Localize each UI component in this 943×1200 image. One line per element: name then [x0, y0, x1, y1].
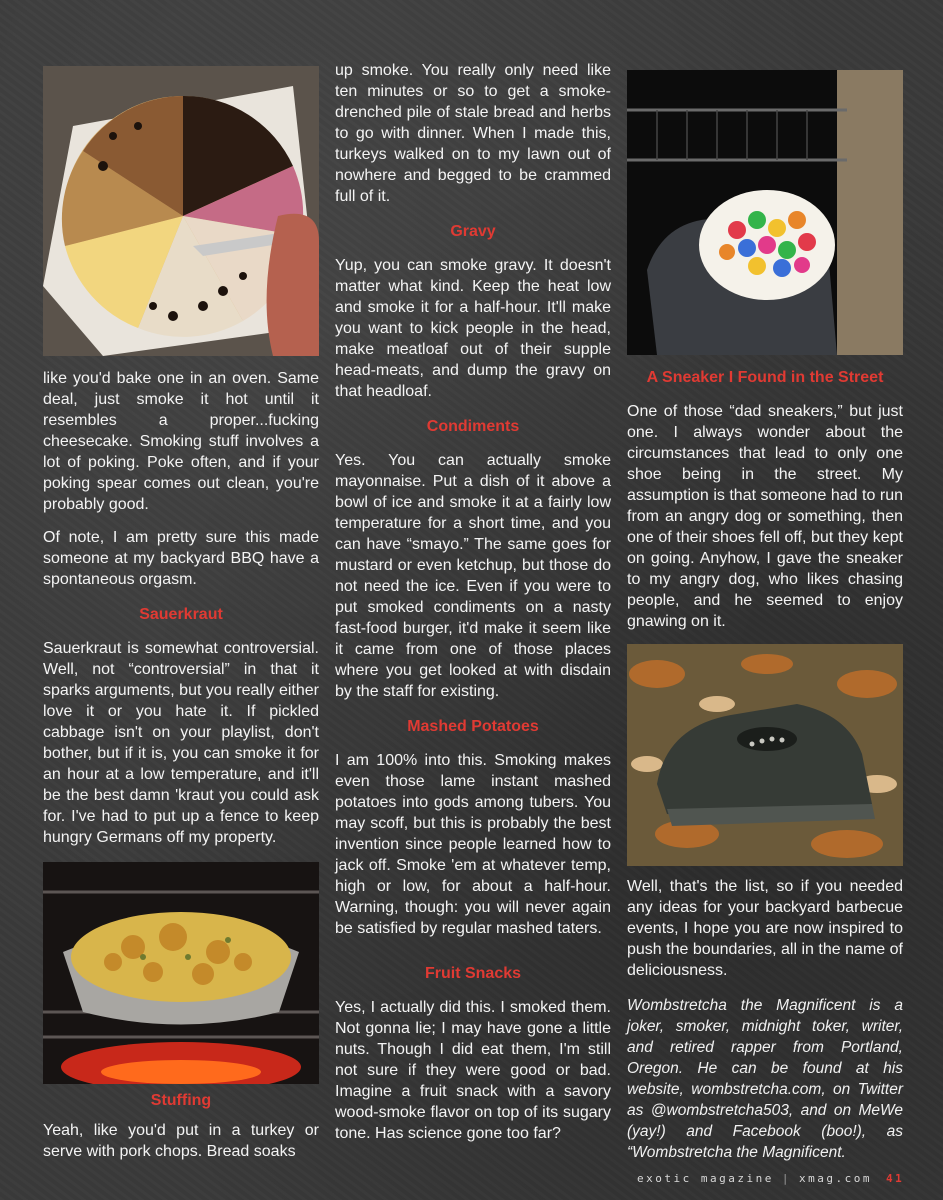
column-1 [43, 66, 319, 1162]
stuffing-continued-paragraph: up smoke. You really only need like ten minutes or so to get a smoke-drenched pile of stale bread and herbs to go with dinner. When I made this, turkeys walked on to my lawn out of nowhere and begged to be crammed full of it. [335, 62, 611, 205]
sneaker-paragraph: One of those “dad sneakers,” but just one. I always wonder about the circumstances that lead to only one shoe being in the street. My assumption is that someone had to run from an angry dog or something, then one of their shoes fell off, but they kept on going. Anyhow, I gave the sneaker to my angry dog, who likes chasing people, and he seemed to enjoy gnawing on it. [627, 403, 903, 630]
stuffing-heading: Stuffing [150, 1092, 212, 1109]
author-bio: Wombstretcha the Magnificent is a joker, smoker, midnight toker, writer, and retired rapper from Portland, Oregon. He can be found at his website, wombstretcha.com, on Twitter as @wombstretcha503, and on MeWe (yay!) and Facebook (boo!), as “Wombstretcha the Magnificent. [627, 997, 903, 1161]
cheesecake-paragraph: like you'd bake one in an oven. Same deal, just smoke it hot until it resembles a proper...fucking cheesecake. Smoking stuff involves a lot of poking. Poke often, and if your poking spear comes out clean, you're probably good. [43, 370, 319, 513]
page-footer [637, 1172, 904, 1185]
sauerkraut-heading: Sauerkraut [139, 606, 223, 623]
fruit-snacks-photo [627, 70, 903, 355]
stuffing-photo [43, 862, 319, 1084]
column-2 [335, 60, 611, 1144]
sauerkraut-paragraph: Sauerkraut is somewhat controversial. Well, not “controversial” in that it sparks arguments, but you really either love it or you hate it. If pickled cabbage isn't on your playlist, don't bother, but if it is, you can smoke it for an hour at a low temperature, and it'll be the best damn 'kraut you could ask for. I've had to put up a fence to keep hungry Germans off my property. [43, 640, 319, 846]
fruit-snacks-heading: Fruit Snacks [424, 965, 522, 982]
page-number: 41 [885, 1172, 905, 1185]
condiments-paragraph: Yes. You can actually smoke mayonnaise. Put a dish of it above a bowl of ice and smoke it at a fairly low temperature for a short time, and you can have “smayo.” The same goes for mustard or even ketchup, but those do not need the ice. Even if you were to put smoked condiments on a nasty fast-food burger, it'd make it seem like it came from one of those places where you get looked at with disdain by the staff for existing. [335, 452, 611, 700]
stuffing-paragraph: Yeah, like you'd put in a turkey or serve with pork chops. Bread soaks [43, 1122, 319, 1160]
fruit-snacks-paragraph: Yes, I actually did this. I smoked them. Not gonna lie; I may have gone a little nuts. Though I did eat them, I'm still not sure if they were good or bad. Imagine a fruit snack with a savory wood-smoke flavor on top of its sugary tone. Has science gone too far? [335, 999, 611, 1142]
mashed-potatoes-heading: Mashed Potatoes [407, 718, 539, 735]
gravy-heading: Gravy [450, 223, 496, 240]
closing-paragraph: Well, that's the list, so if you needed any ideas for your backyard barbecue events, I hope you are now inspired to push the boundaries, all in the name of deliciousness. [627, 878, 903, 979]
footer-magazine: exotic magazine [637, 1172, 774, 1185]
column-3 [627, 70, 903, 1163]
footer-site: xmag.com [798, 1172, 872, 1185]
sneaker-photo [627, 644, 903, 866]
mashed-potatoes-paragraph: I am 100% into this. Smoking makes even those lame instant mashed potatoes into gods among tubers. You may scoff, but this is probably the best invention since people learned how to jack off. Smoke 'em at whatever temp, high or low, for about a half-hour. Warning, though: you will never again be satisfied by regular mashed taters. [335, 752, 611, 937]
footer-divider: | [781, 1172, 791, 1185]
condiments-heading: Condiments [426, 418, 520, 435]
gravy-paragraph: Yup, you can smoke gravy. It doesn't matter what kind. Keep the heat low and smoke it for a half-hour. It'll make you want to kick people in the head, make meatloaf out of their supple head-meats, and dump the gravy on that headloaf. [335, 257, 611, 400]
sneaker-heading: A Sneaker I Found in the Street [646, 369, 884, 386]
cheesecake-photo [43, 66, 319, 356]
orgasm-paragraph: Of note, I am pretty sure this made someone at my backyard BBQ have a spontaneous orgasm. [43, 529, 319, 588]
